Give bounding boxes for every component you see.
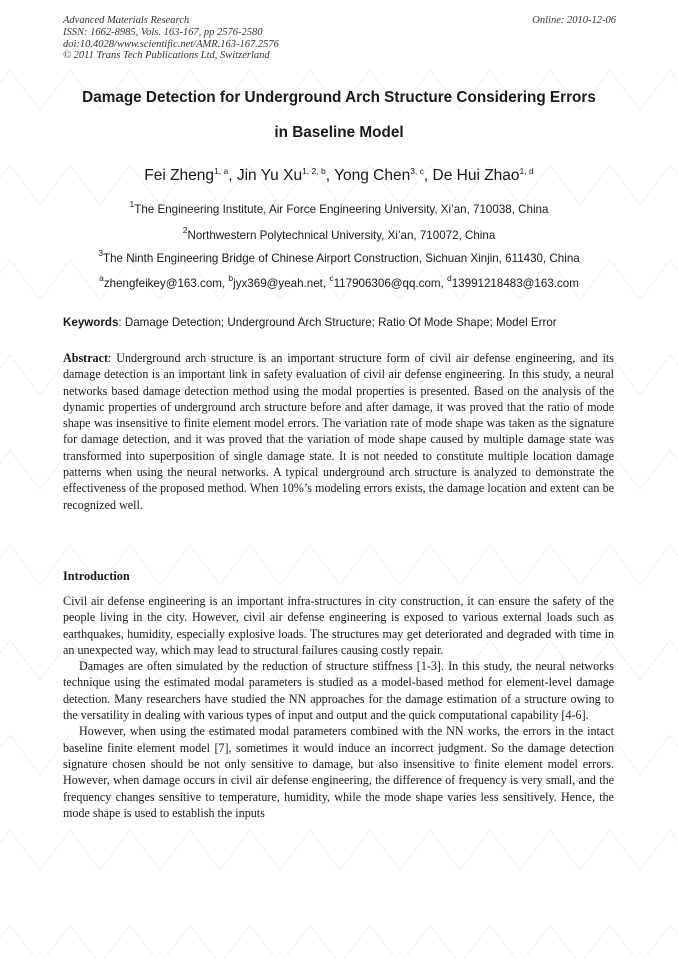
journal-info (63, 15, 393, 62)
watermark-stroke (0, 355, 40, 395)
watermark-stroke (0, 925, 40, 959)
watermark-stroke (640, 450, 678, 490)
watermark-stroke (0, 165, 40, 205)
watermark-stroke (220, 545, 280, 585)
watermark-stroke (640, 735, 678, 775)
email-link[interactable]: zhengfeikey@163.com, (103, 277, 229, 290)
section-heading-introduction: Introduction (63, 569, 130, 583)
watermark-stroke (640, 165, 678, 205)
copyright-line: © 2011 Trans Tech Publications Ltd, Switzerland (63, 50, 270, 62)
watermark-stroke (460, 545, 520, 585)
affiliation-3: $^3$The Ninth Engineering Bridge of Chinese Airport Construction, Sichuan Xinjin, 611430, China (98, 248, 580, 265)
watermark-stroke (640, 925, 678, 959)
watermark-stroke (640, 830, 678, 870)
watermark-stroke (0, 450, 40, 490)
author: Jin Yu Xu$^{1, 2, b}$, (236, 166, 335, 184)
affiliation-1: $^1$The Engineering Institute, Air Force Engineering University, Xi’an, 710038, China (129, 199, 549, 216)
author: Fei Zheng$^{1, a}$, (144, 166, 237, 184)
author-list (40, 167, 638, 185)
watermark-stroke (400, 830, 460, 870)
watermark-stroke (640, 355, 678, 395)
watermark-stroke (100, 830, 160, 870)
watermark-stroke (460, 925, 520, 959)
paragraph: Damages are often simulated by the reduction of structure stiffness [1-3]. In this study, the neural networks technique using the estimated modal parameters is studied as a model-based method for element-level damage detection. Many researchers have studied the NN approaches for the damage estimation of a structure owing to the versatility in dealing with various types of input and output and the quick computational capability [4-6]. (63, 659, 614, 723)
watermark-stroke (340, 925, 400, 959)
paragraph: Civil air defense engineering is an important infra-structures in city construction, it can ensure the safety of the people living in the city. However, civil air defense engineering is exposed to various external loads such as earthquakes, humidity, especially explosive loads. The structures may get deteriorated and degraded with time in an unexpected way, which may lead to structural failures causing costly repair. (63, 594, 614, 657)
keywords-label: Keywords (63, 316, 119, 329)
watermark-stroke (640, 640, 678, 680)
watermark-stroke (520, 925, 580, 959)
introduction-body (63, 593, 614, 821)
paper-title-line-2: in Baseline Model (274, 124, 404, 141)
watermark-stroke (580, 925, 640, 959)
watermark-stroke (0, 545, 40, 585)
watermark-stroke (280, 830, 340, 870)
online-date: Online: 2010-12-06 (532, 15, 616, 26)
watermark-stroke (580, 545, 640, 585)
abstract-label: Abstract (63, 351, 109, 365)
keywords (63, 316, 623, 329)
watermark-stroke (0, 830, 40, 870)
paragraph: However, when using the estimated modal parameters combined with the NN works, the errors in the intact baseline finite element model [7], sometimes it would induce an incorrect judgment. So the damage detection signature chosen should be not only sensitive to damage, but also insensitive to finite element model errors. However, when damage occurs in civil air defense engineering, the difference of frequency is very small, and the frequency changes sensitive to temperature, humidity, while the mode shape varies less sensitively. Hence, the mode shape is used to establish the inputs (63, 724, 614, 820)
abstract (63, 350, 614, 513)
watermark-stroke (220, 830, 280, 870)
watermark-stroke (160, 830, 220, 870)
watermark-stroke (460, 830, 520, 870)
watermark-stroke (340, 545, 400, 585)
watermark-stroke (400, 545, 460, 585)
issn-line: ISSN: 1662-8985, Vols. 163-167, pp 2576-2580 (63, 26, 263, 38)
watermark-stroke (400, 925, 460, 959)
watermark-stroke (520, 830, 580, 870)
affiliation-2: $^2$Northwestern Polytechnical University, Xi’an, 710072, China (182, 225, 496, 242)
keywords-text: : Damage Detection; Underground Arch Structure; Ratio Of Mode Shape; Model Error (118, 316, 557, 329)
watermark-stroke (0, 260, 40, 300)
email-link[interactable]: jyx369@yeah.net, (233, 277, 330, 290)
author: Yong Chen$^{3, c}$, (334, 166, 433, 184)
email-link[interactable]: 117906306@qq.com, (333, 277, 447, 290)
watermark-stroke (160, 925, 220, 959)
watermark-stroke (40, 925, 100, 959)
watermark-stroke (0, 735, 40, 775)
watermark-stroke (40, 830, 100, 870)
journal-name: Advanced Materials Research (63, 15, 190, 26)
author: De Hui Zhao$^{1, d}$ (432, 166, 534, 184)
email-link[interactable]: 13991218483@163.com (451, 277, 579, 290)
watermark-stroke (640, 260, 678, 300)
watermark-stroke (160, 545, 220, 585)
watermark-stroke (0, 70, 40, 110)
watermark-stroke (100, 925, 160, 959)
watermark-stroke (640, 70, 678, 110)
watermark-stroke (640, 545, 678, 585)
doi-line: doi:10.4028/www.scientific.net/AMR.163-167.2576 (63, 38, 279, 50)
paper-title-line-1: Damage Detection for Underground Arch Structure Considering Errors (82, 89, 596, 106)
watermark-stroke (280, 925, 340, 959)
watermark-stroke (580, 830, 640, 870)
watermark-stroke (340, 830, 400, 870)
watermark-stroke (520, 545, 580, 585)
author-emails: $^a$zhengfeikey@163.com, $^b$jyx369@yeah.net, $^c$117906306@qq.com, $^d$13991218483@163.com (99, 273, 579, 290)
watermark-stroke (280, 545, 340, 585)
watermark-stroke (220, 925, 280, 959)
abstract-text: : Underground arch structure is an important structure form of civil air defense engineering, and its damage detection is an important link in safety evaluation of civil air defense engineering. In this study, a neural networks based damage detection method using the modal properties is presented. Based on the analysis of the dynamic properties of underground arch structure before and after damage, it was proved that the ratio of mode shape was insensitive to finite element model errors. The variation rate of mode shape was taken as the signature for damage detection, and it was proved that the variation of mode shape caused by multiple damage state was transformed into superposition of single damage state. It is not needed to constitute multiple location damage patterns when using the neural networks. A typical underground arch structure is analyzed to demonstrate the effectiveness of the proposed method. When 10%’s modeling errors exists, the damage location and extent can be recognized well. (63, 351, 614, 512)
watermark-stroke (0, 640, 40, 680)
